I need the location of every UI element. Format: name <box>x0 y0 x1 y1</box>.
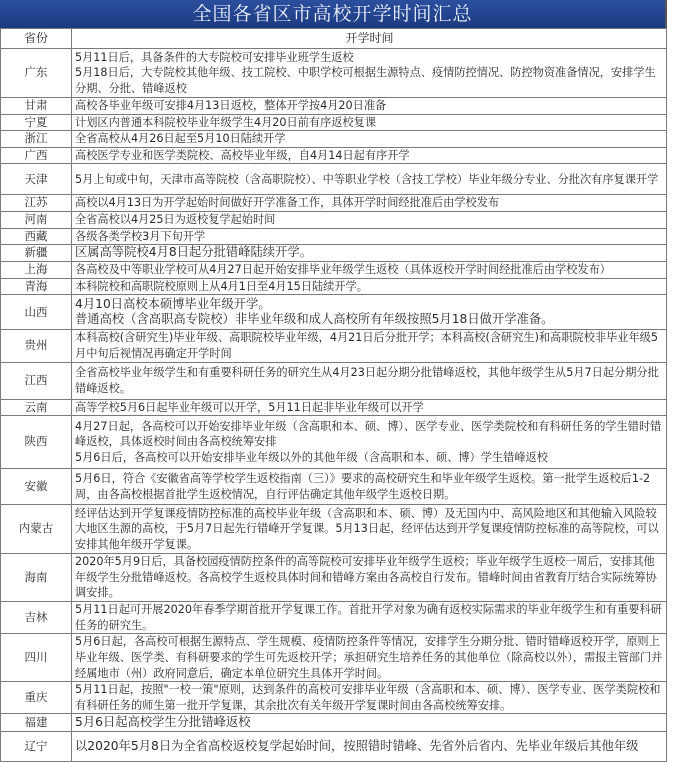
opening-time-cell <box>72 602 667 634</box>
opening-time-cell <box>72 278 667 295</box>
table-row <box>1 164 667 195</box>
table-row <box>1 634 667 682</box>
opening-time-cell <box>72 131 667 148</box>
table-row <box>1 469 667 505</box>
opening-time-line: 高等学校5月6日起毕业年级可以开学，5月11日起非毕业年级可以开学 <box>75 400 424 414</box>
province-cell: 云南 <box>1 399 72 416</box>
province-cell: 海南 <box>1 554 72 602</box>
opening-time-line: 5月11日起可开展2020年春季学期首批开学复课工作。首批开学对象为确有返校实际需求的毕业年级学生和有重要科研任务的研究生。 <box>75 603 662 632</box>
province-cell: 江西 <box>1 362 72 399</box>
table-row <box>1 147 667 164</box>
table-row <box>1 682 667 714</box>
province-cell: 山西 <box>1 295 72 330</box>
opening-time-cell <box>72 98 667 115</box>
opening-time-line: 全省高校毕业年级学生和有重要科研任务的研究生从4月23日起分期分批错峰返校，其他年级学生从5月7日起分期分批错峰返校。 <box>75 365 659 395</box>
opening-time-line: 高校医学专业和医学类院校、高校毕业年级，自4月14日起有序开学 <box>75 148 410 162</box>
opening-time-cell <box>72 228 667 245</box>
opening-time-cell <box>72 399 667 416</box>
table-row <box>1 245 667 262</box>
province-cell: 重庆 <box>1 682 72 714</box>
table-row <box>1 49 667 98</box>
province-cell: 上海 <box>1 262 72 279</box>
table-row <box>1 131 667 148</box>
table-row <box>1 505 667 554</box>
column-header-opening-time: 开学时间 <box>72 29 667 49</box>
opening-time-line: 5月6日起高校学生分批错峰返校 <box>75 714 251 729</box>
opening-time-cell <box>72 164 667 195</box>
province-cell: 新疆 <box>1 245 72 262</box>
opening-time-cell <box>72 211 667 228</box>
province-cell: 四川 <box>1 634 72 682</box>
province-cell: 宁夏 <box>1 114 72 131</box>
table-row <box>1 714 667 732</box>
page-title: 全国各省区市高校开学时间汇总 <box>0 0 667 28</box>
table-header-row <box>1 29 667 49</box>
province-cell: 辽宁 <box>1 732 72 762</box>
opening-time-line: 计划区内普通本科院校毕业年级学生4月20日前有序返校复课 <box>75 115 377 129</box>
table-row <box>1 114 667 131</box>
province-cell: 贵州 <box>1 330 72 362</box>
table-row <box>1 362 667 399</box>
opening-time-line: 各高校及中等职业学校可从4月27日起开始安排毕业年级学生返校（具体返校开学时间经批准后由学校发布） <box>75 263 611 277</box>
province-cell: 福建 <box>1 714 72 732</box>
table-row <box>1 554 667 602</box>
opening-time-line: 各级各类学校3月下旬开学 <box>75 229 206 243</box>
table-row <box>1 416 667 469</box>
opening-time-cell <box>72 732 667 762</box>
opening-time-line: 本科高校(含研究生)毕业年级、高职院校毕业年级，4月21日后分批开学；本科高校(含研究生)和高职院校非毕业年级5月中旬后视情况再确定开学时间 <box>75 331 658 360</box>
opening-time-line: 5月6日后，各高校可以开始安排毕业年级以外的其他年级（含高职和本、硕、博）学生错峰返校 <box>75 450 548 464</box>
opening-time-line: 本科院校和高职院校原则上从4月1日至4月15日陆续开学。 <box>75 279 368 293</box>
opening-time-line: 5月6日起，各高校可根据生源特点、学生规模、疫情防控条件等情况，安排学生分期分批、错时错峰返校开学，原则上毕业年级、医学类、有科研要求的学生可先返校开学；承担研究生培养任务的其他单位（除高校以外），需报主管部门并经属地市（州）政府同意后，确定本单位研究生具体开学时间。 <box>75 635 663 680</box>
opening-time-line: 5月11日起，按照"一校一策"原则，达到条件的高校可安排毕业年级（含高职和本、硕、博）、医学专业、医学类院校和有科研任务的师生第一批开学复课，其余批次有关年级开学复课时间由各高校统筹安排。 <box>75 683 661 712</box>
province-cell: 广东 <box>1 49 72 98</box>
province-cell: 内蒙古 <box>1 505 72 554</box>
opening-time-cell <box>72 714 667 732</box>
opening-time-line: 5月18日后，大专院校其他年级、技工院校、中职学校可根据生源特点、疫情防控情况、防控物资准备情况，安排学生分期、分批、错峰返校 <box>75 66 656 95</box>
province-cell: 天津 <box>1 164 72 195</box>
province-cell: 浙江 <box>1 131 72 148</box>
table-row <box>1 602 667 634</box>
opening-time-line: 普通高校（含高职高专院校）非毕业年级和成人高校所有年级按照5月18日做开学准备。 <box>75 312 554 327</box>
school-opening-table <box>0 28 667 762</box>
opening-time-cell <box>72 416 667 469</box>
province-cell: 广西 <box>1 147 72 164</box>
opening-time-cell <box>72 554 667 602</box>
opening-time-line: 经评估达到开学复课疫情防控标准的高校毕业年级（含高职和本、硕、博）及无国内中、高风险地区和其他输入风险较大地区生源的高校，于5月7日起先行错峰开学复课。5月13日起，经评估达到开学复课疫情防控标准的高等院校，可以安排其他年级开学复课。 <box>75 506 659 551</box>
opening-time-cell <box>72 469 667 505</box>
opening-time-cell <box>72 295 667 330</box>
province-cell: 河南 <box>1 211 72 228</box>
opening-time-line: 高校以4月13日为开学起始时间做好开学准备工作，具体开学时间经批准后由学校发布 <box>75 196 500 210</box>
table-row <box>1 399 667 416</box>
opening-time-line: 区属高等院校4月8日起分批错峰陆续开学。 <box>75 245 312 260</box>
opening-time-line: 4月27日起，各高校可以开始安排毕业年级（含高职和本、硕、博）、医学专业、医学类院校和有科研任务的学生错时错峰返校，具体返校时间由各高校统筹安排 <box>75 419 662 449</box>
table-row <box>1 211 667 228</box>
opening-time-cell <box>72 262 667 279</box>
province-cell: 吉林 <box>1 602 72 634</box>
province-cell: 西藏 <box>1 228 72 245</box>
table-row <box>1 295 667 330</box>
table-row <box>1 278 667 295</box>
opening-time-cell <box>72 245 667 262</box>
opening-time-cell <box>72 49 667 98</box>
opening-time-line: 5月11日后，具备条件的大专院校可安排毕业班学生返校 <box>75 50 354 64</box>
opening-time-cell <box>72 362 667 399</box>
province-cell: 陕西 <box>1 416 72 469</box>
opening-time-line: 4月10日高校本硕博毕业年级开学。 <box>75 296 271 311</box>
opening-time-cell <box>72 330 667 362</box>
opening-time-cell <box>72 147 667 164</box>
table-row <box>1 228 667 245</box>
table-row <box>1 195 667 212</box>
opening-time-cell <box>72 505 667 554</box>
opening-time-cell <box>72 682 667 714</box>
province-cell: 青海 <box>1 278 72 295</box>
column-header-province: 省份 <box>1 29 72 49</box>
opening-time-line: 全省高校以4月25日为返校复学起始时间 <box>75 212 276 226</box>
table-row <box>1 330 667 362</box>
table-row <box>1 262 667 279</box>
province-cell: 甘肃 <box>1 98 72 115</box>
opening-time-cell <box>72 195 667 212</box>
table-row <box>1 732 667 762</box>
opening-time-cell <box>72 114 667 131</box>
opening-time-cell <box>72 634 667 682</box>
province-cell: 江苏 <box>1 195 72 212</box>
opening-time-line: 2020年5月9日后，具备校园疫情防控条件的高等院校可安排毕业年级学生返校；毕业年级学生返校一周后，安排其他年级学生分批错峰返校。各高校学生返校具体时间和错峰方案由各高校自行发布。错峰时间由省教育厅结合实际统筹协调安排。 <box>75 555 657 600</box>
opening-time-line: 全省高校从4月26日起至5月10日陆续开学 <box>75 132 286 146</box>
opening-time-line: 5月6日，符合《安徽省高等学校学生返校指南（三）》要求的高校研究生和毕业年级学生返校。第一批学生返校后1-2周，由各高校根据首批学生返校情况，自行评估确定其他年级学生返校日期。 <box>75 472 651 501</box>
opening-time-line: 5月上旬或中旬，天津市高等院校（含高职院校）、中等职业学校（含技工学校）毕业年级分专业、分批次有序复课开学 <box>75 172 659 186</box>
province-cell: 安徽 <box>1 469 72 505</box>
table-row <box>1 98 667 115</box>
opening-time-line: 以2020年5月8日为全省高校返校复学起始时间，按照错时错峰、先省外后省内、先毕业年级后其他年级 <box>75 738 639 753</box>
opening-time-line: 高校各毕业年级可安排4月13日返校，整体开学按4月20日准备 <box>75 99 387 112</box>
